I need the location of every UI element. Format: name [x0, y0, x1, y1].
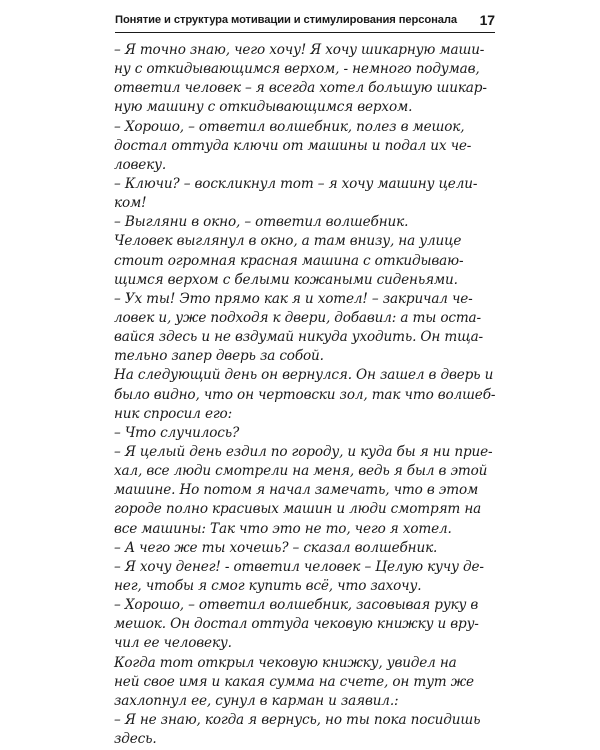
text-line: На следующий день он вернулся. Он зашел в дверь и	[114, 367, 494, 384]
text-line: ну с откидывающимся верхом, - немного подумав,	[114, 61, 480, 78]
text-line: – Я точно знаю, чего хочу! Я хочу шикарную маши-	[114, 42, 485, 58]
text-line: Когда тот открыл чековую книжку, увидел на	[114, 654, 457, 671]
text-line: стоит огромная красная машина с откидываю-	[114, 252, 464, 269]
text-line: ком!	[114, 195, 147, 212]
text-line: нег, чтобы я смог купить всё, что захочу.	[114, 577, 422, 594]
text-line: здесь.	[114, 731, 157, 748]
text-line: – Ух ты! Это прямо как я и хотел! – закричал че-	[114, 290, 473, 307]
text-line: ловек и, уже подходя к двери, добавил: а ты оста-	[114, 309, 481, 326]
text-line: было видно, что он чертовски зол, так что волшеб-	[114, 386, 496, 403]
text-line: ловеку.	[114, 156, 167, 173]
text-line: хал, все люди смотрели на меня, ведь я был в этой	[114, 463, 488, 480]
text-line: чил ее человеку.	[114, 635, 232, 652]
text-line: захлопнул ее, сунул в карман и заявил.:	[114, 692, 399, 709]
text-line: – Ключи? – воскликнул тот – я хочу машину цели-	[114, 175, 478, 192]
text-line: все машины: Так что это не то, чего я хотел.	[114, 520, 452, 537]
body-text	[114, 41, 498, 749]
text-line: ник спросил его:	[114, 405, 233, 422]
text-line: ней свое имя и какая сумма на счете, он тут же	[114, 673, 474, 690]
text-line: – Хорошо, – ответил волшебник, полез в мешок,	[114, 118, 465, 135]
text-line: мешок. Он достал оттуда чековую книжку и вру-	[114, 616, 479, 633]
running-header	[115, 12, 495, 32]
text-line: ответил человек – я всегда хотел большую шикар-	[114, 80, 487, 97]
text-line: ную машину с откидывающимся верхом.	[114, 99, 413, 116]
text-line: – Я не знаю, когда я вернусь, но ты пока посидишь	[114, 711, 481, 728]
page-number: 17	[479, 12, 495, 28]
text-line: – А чего же ты хочешь? – сказал волшебник.	[114, 539, 438, 556]
text-line: городе полно красивых машин и люди смотрят на	[114, 501, 482, 518]
text-line: – Я целый день ездил по городу, и куда бы я ни прие-	[114, 443, 493, 460]
text-line: – Что случилось?	[114, 424, 240, 441]
text-line: щимся верхом с белыми кожаными сиденьями.	[114, 271, 458, 288]
chapter-title: Понятие и структура мотивации и стимулирования персонала	[115, 14, 457, 26]
text-line: Человек выглянул в окно, а там внизу, на улице	[114, 233, 462, 250]
text-line: машине. Но потом я начал замечать, что в этом	[114, 482, 479, 499]
text-line: – Я хочу денег! - ответил человек – Целую кучу де-	[114, 558, 484, 575]
text-line: – Хорошо, – ответил волшебник, засовывая руку в	[114, 597, 479, 614]
text-line: достал оттуда ключи от машины и подал их че-	[114, 137, 472, 154]
text-line: тельно запер дверь за собой.	[114, 348, 324, 365]
text-line: вайся здесь и не вздумай никуда уходить. Он тща-	[114, 329, 483, 346]
header-divider	[115, 32, 495, 33]
text-line: – Выгляни в окно, – ответил волшебник.	[114, 214, 409, 231]
